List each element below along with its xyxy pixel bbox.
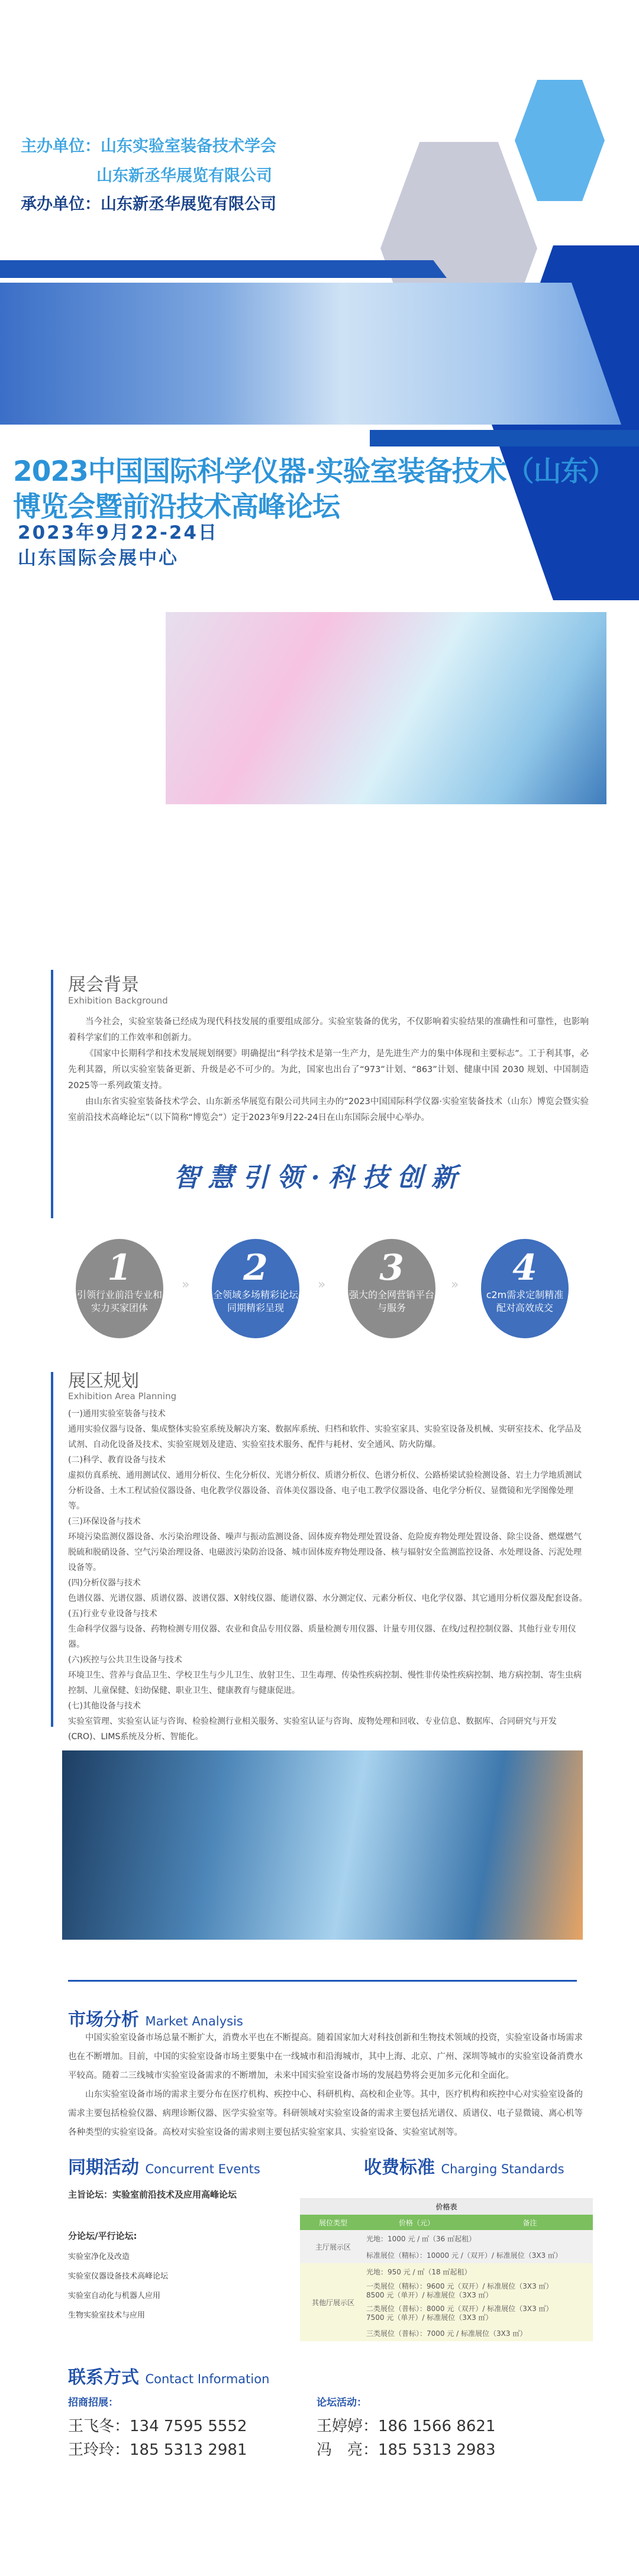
event-title: 2023中国国际科学仪器·实验室装备技术（山东） — [13, 455, 615, 488]
market-text: 中国实验室设备市场总量不断扩大，消费水平也在不断提高。随着国家加大对科技创新和生物技术领域的投资，实验室设备市场需求也在不断增加。目前，中国的实验室设备市场主要集中在一线城市和沿海城市，其中上海、北京、广州、深圳等城市的实验室设备消费水平较高。随着二三线城市实验室设备需求的不断增加，未来中国实验室设备市场的发展趋势将会更加多元化和全面化。 山东实验室设备市场的需求主要分布在医疗机构、疾控中心、科研机构、高校和企业等。其中，医疗机构和疾控中心对实验室设备的需求主要包括检验仪器、病理诊断仪器、医学实验室等。科研领域对实验室设备的需求主要包括光谱仪、质谱仪、电子显微镜、离心机等各种类型的实验室设备。高校对实验室设备的需求则主要包括实验室家具、实验室设备、实验室试剂等。 — [68, 2033, 583, 2137]
table-row: 标准展位（精标）：10000 元 /（双开）/ 标准展位（3X3 ㎡） — [300, 2247, 593, 2263]
section-border — [51, 1372, 53, 1727]
category-body: 环境卫生、营养与食品卫生、学校卫生与少儿卫生、放射卫生、卫生毒理、传染性疾病控制、慢性非传染性疾病控制、地方病控制、寄生虫病控制、儿童保健、妇幼保健、职业卫生、健康教育与健康促进。 — [68, 1671, 582, 1695]
table-row: 一类展位（精标）：9600 元（双开）/ 标准展位（3X3 ㎡） 8500 元（单开）/ 标准展位（3X3 ㎡） — [300, 2280, 593, 2302]
table-row: 主厅展示区 光地：1000 元 / ㎡（36 ㎡起租） — [300, 2230, 593, 2247]
category-body: 生命科学仪器与设备、药物检测专用仪器、农业和食品专用仪器、质量检测专用仪器、计量专用仪器、在线/过程控制仪器、其他行业专用仪器。 — [68, 1624, 576, 1649]
organizer-line: 主办单位：山东实验室装备技术学会 — [21, 137, 276, 156]
category-heading: (五)行业专业设备与技术 — [68, 1609, 157, 1619]
chevron-right-icon: » — [318, 1277, 326, 1292]
divider-line — [68, 1980, 577, 1982]
title-accent-bar — [370, 430, 639, 446]
highlight-circle-3: 3 强大的全网营销平台与服务 — [348, 1239, 435, 1338]
category-body: 通用实验仪器与设备、集成整体实验室系统及解决方案、数据库系统、归档和软件、实验室家具、实验室设备及机械、实研室技术、化学品及试剂、自动化设备及技术、实验室规划及建造、实验室技术服务、配件与耗材、安全通风、防火防爆。 — [68, 1425, 582, 1449]
event-date: 2023年9月22-24日 — [18, 522, 218, 543]
sub-forum-item: 实验室自动化与机器人应用 — [68, 2292, 161, 2300]
area-planning-list — [68, 1406, 589, 1745]
table-header: 价格（元） — [398, 2218, 434, 2227]
category-heading: (三)环保设备与技术 — [68, 1517, 141, 1526]
chevron-right-icon: » — [451, 1277, 459, 1292]
highlight-circle-1: 1 引领行业前沿专业和实力买家团体 — [76, 1239, 163, 1338]
sub-forum-item: 实验室仪器设备技术高峰论坛 — [68, 2272, 169, 2281]
organizer-line-2: 山东新丞华展览有限公司 — [96, 167, 272, 185]
contact-group-label: 招商招展： — [68, 2397, 118, 2409]
lab-glassware-photo — [166, 612, 606, 804]
contact-group-label: 论坛活动： — [317, 2397, 367, 2409]
charges-heading: 收费标准 Charging Standards — [364, 2157, 564, 2178]
header-stripe — [0, 260, 447, 278]
category-heading: (一)通用实验室装备与技术 — [68, 1409, 166, 1419]
contact-person: 王玲玲：185 5313 2981 — [68, 2441, 247, 2459]
sub-forum-item: 实验室净化及改造 — [68, 2253, 130, 2261]
table-row: 二类展位（普标）：8000 元（双开）/ 标准展位（3X3 ㎡） 7500 元（单开）/ 标准展位（3X3 ㎡） — [300, 2302, 593, 2325]
main-forum: 主旨论坛：实验室前沿技术及应用高峰论坛 — [68, 2189, 237, 2200]
category-heading: (四)分析仪器与技术 — [68, 1578, 141, 1588]
area-planning-heading: 展区规划 — [68, 1371, 139, 1391]
chevron-right-icon: » — [182, 1277, 190, 1292]
slogan: 智慧引领·科技创新 — [173, 1163, 466, 1193]
category-heading: (六)疾控与公共卫生设备与技术 — [68, 1655, 182, 1665]
contact-person: 王飞冬：134 7595 5552 — [68, 2418, 247, 2435]
contact-person: 王婷婷：186 1566 8621 — [317, 2418, 496, 2435]
sub-forum-label: 分论坛/平行论坛: — [68, 2231, 137, 2241]
contact-person: 冯 亮：185 5313 2983 — [317, 2441, 496, 2459]
header-photo-doctor — [0, 283, 621, 425]
event-venue: 山东国际会展中心 — [18, 548, 179, 569]
table-header: 备注 — [522, 2218, 537, 2227]
highlight-circle-2: 2 全领域多场精彩论坛同期精彩呈现 — [212, 1239, 299, 1338]
category-body: 色谱仪器、光谱仪器、质谱仪器、波谱仪器、X射线仪器、能谱仪器、水分测定仪、元素分析仪、电化学仪器、其它通用分析仪器及配套设备。 — [68, 1594, 588, 1603]
category-body: 实验室管理、实验室认证与咨询、检验检测行业相关服务、实验室认证与咨询、废物处理和回收、专业信息、数据库、合同研究与开发(CRO)、LIMS系统及分析、智能化。 — [68, 1717, 557, 1742]
price-table — [300, 2198, 593, 2341]
table-header: 展位类型 — [318, 2218, 347, 2227]
category-heading: (七)其他设备与技术 — [68, 1701, 141, 1711]
market-heading: 市场分析 Market Analysis — [68, 2009, 243, 2030]
background-text: 当今社会，实验室装备已经成为现代科技发展的重要组成部分。实验室装备的优劣，不仅影响着实验结果的准确性和可靠性，也影响着科学家们的工作效率和创新力。 《国家中长期科学和技术发展规划纲要》明确提出“科学技术是第一生产力，是先进生产力的集中体现和主要标志”。工于利其事，必先利其器，所以实验室装备更新、升级是必不可少的。为此，国家也出台了“973”计划、“863”计划、健康中国 2030 规划、中国制造 2025等一系列政策支持。 由山东省实验室装备技术学会、山东新丞华展览有限公司共同主办的“2023中国国际科学仪器·实验室装备技术（山东）博览会暨实验室前沿技术高峰论坛”（以下简称“博览会”）定于2023年9月22-24日在山东国际会展中心举办。 — [68, 1017, 589, 1122]
highlight-circle-4: 4 c2m需求定制精准配对高效成交 — [481, 1239, 569, 1338]
contact-heading: 联系方式 Contact Information — [68, 2367, 270, 2388]
category-heading: (二)科学、教育设备与技术 — [68, 1455, 166, 1465]
table-title: 价格表 — [435, 2202, 457, 2211]
events-heading: 同期活动 Concurrent Events — [68, 2157, 260, 2178]
background-heading: 展会背景 — [68, 975, 139, 995]
table-row: 其他厅展示区 光地：950 元 / ㎡（18 ㎡起租） — [300, 2263, 593, 2280]
lab-flasks-photo — [62, 1750, 583, 1940]
area-planning-subheading: Exhibition Area Planning — [68, 1391, 177, 1402]
category-body: 环境污染监测仪器设备、水污染治理设备、噪声与振动监测设备、固体废弃物处理处置设备、危险废弃物处理处置设备、除尘设备、燃煤燃气脱硫和脱硝设备、空气污染治理设备、电磁波污染防治设备、城市固体废弃物处理设备、核与辐射安全监测监控设备、水处理设备、污泥处理设备等。 — [68, 1532, 582, 1572]
event-title-line2: 博览会暨前沿技术高峰论坛 — [13, 491, 340, 523]
sub-forum-item: 生物实验室技术与应用 — [68, 2311, 146, 2320]
table-row: 三类展位（普标）：7000 元 / 标准展位（3X3 ㎡） — [300, 2325, 593, 2341]
background-subheading: Exhibition Background — [68, 995, 168, 1006]
undertaker-line: 承办单位：山东新丞华展览有限公司 — [21, 195, 276, 213]
category-body: 虚拟仿真系统、通用测试仪、通用分析仪、生化分析仪、光谱分析仪、质谱分析仪、色谱分析仪、公路桥梁试验检测设备、岩土力学地质测试分析设备、土木工程试验仪器设备、电化教学仪器设备、音体美仪器设备、电子电工教学仪器设备、电化学分析仪、显微镜和光学图像处理等。 — [68, 1471, 582, 1511]
decorative-hexagon-light-blue — [515, 80, 605, 201]
